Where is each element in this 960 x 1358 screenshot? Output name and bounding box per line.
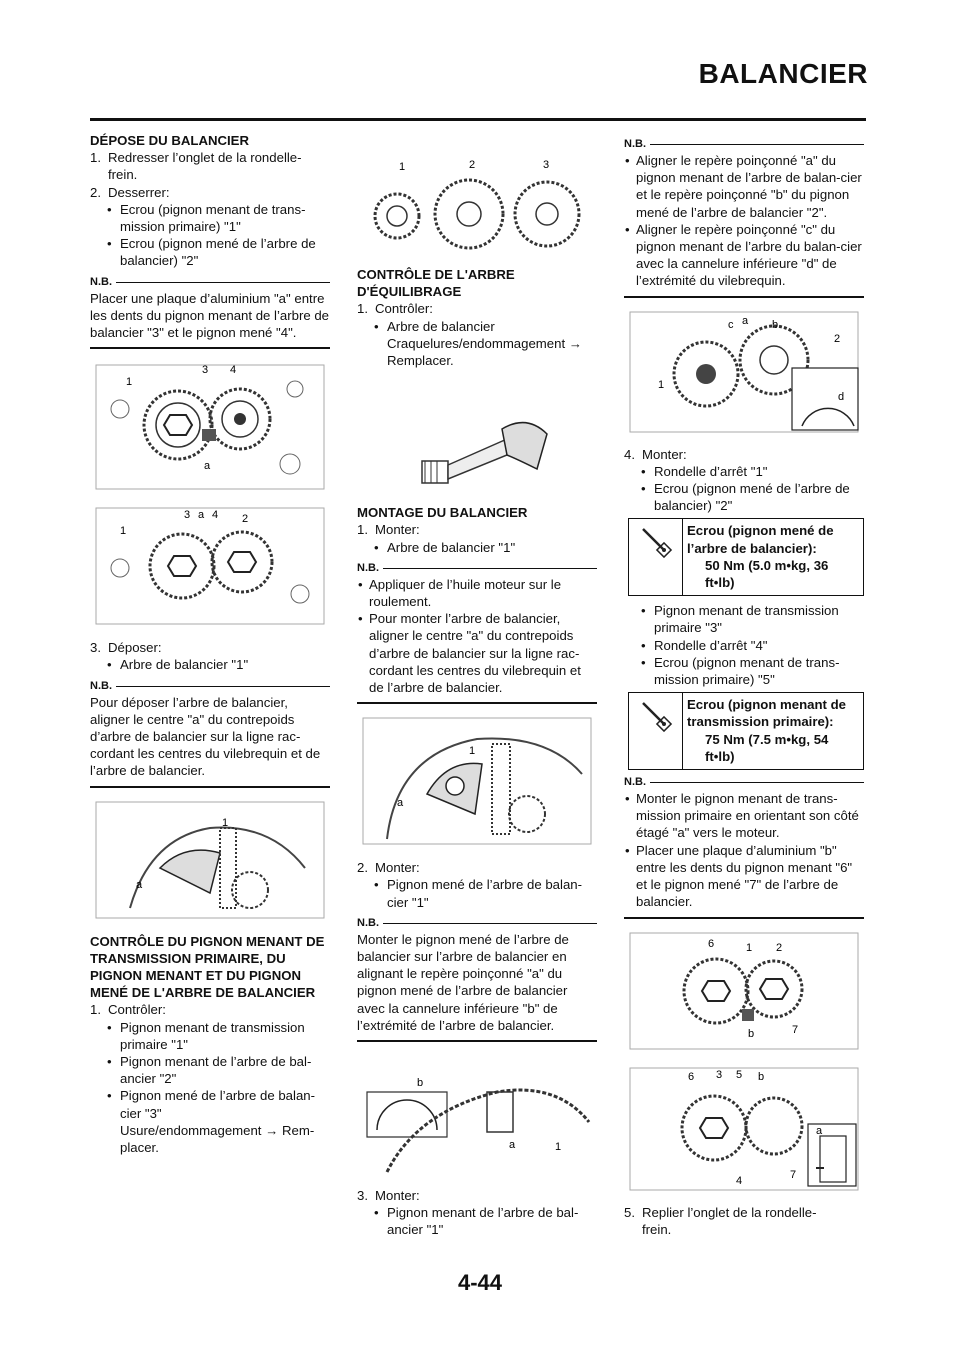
step-2: 2. Monter: bbox=[357, 860, 420, 876]
figure-label: a bbox=[742, 314, 749, 327]
figure-label: a bbox=[204, 460, 211, 473]
bullet-item: • Arbre de balancier "1" bbox=[90, 656, 330, 673]
figure-balancer-removal bbox=[90, 798, 330, 923]
figure-label: 6 bbox=[688, 1070, 695, 1083]
figure-label: a bbox=[136, 878, 143, 891]
figure-driven-gear-install bbox=[357, 1052, 597, 1177]
step-1: 1. Redresser l’onglet de la rondelle- frein. bbox=[90, 150, 302, 183]
figure-label: 4 bbox=[230, 364, 237, 377]
figure-label: 3 bbox=[543, 159, 550, 171]
bullet-item: • Pignon menant de transmission primaire "1" bbox=[90, 1019, 330, 1053]
column-3 bbox=[624, 138, 864, 1238]
header-rule bbox=[90, 118, 866, 121]
figure-label: b bbox=[772, 318, 779, 331]
figure-balancer-install bbox=[357, 714, 597, 849]
figure-label: 1 bbox=[120, 525, 127, 538]
note-box: N.B. • Appliquer de l’huile moteur sur le roulement. • Pour monter l’arbre de balancier, aligner le centre "a" du contrepoids d’arbre de balancier sur la ligne rac-cordant les centres du vilebrequin et de l’arbre de balancier. bbox=[357, 562, 597, 704]
figure-label: a bbox=[509, 1139, 516, 1152]
figure-label: 3 bbox=[716, 1068, 723, 1081]
step-5: 5. Replier l’onglet de la rondelle- frein. bbox=[624, 1204, 817, 1237]
note-bullet: • Monter le pignon menant de trans-mission primaire en orientant son côté étagé "a" vers le moteur. bbox=[624, 790, 864, 842]
figure-label: 4 bbox=[212, 509, 219, 522]
figure-gear-alignment bbox=[624, 308, 864, 436]
figure-label: d bbox=[838, 390, 845, 403]
bullet-item: • Ecrou (pignon menant de trans- mission primaire) "1" bbox=[90, 201, 330, 235]
bullet-item: • Rondelle d’arrêt "1" bbox=[624, 463, 864, 480]
figure-label: 4 bbox=[736, 1174, 743, 1187]
step-1: 1. Monter: bbox=[357, 522, 420, 538]
figure-label: 3 bbox=[184, 509, 191, 522]
figure-label: 1 bbox=[222, 816, 229, 829]
figure-label: 2 bbox=[834, 332, 841, 345]
note-text: Placer une plaque d’aluminium "a" entre les dents du pignon menant de l’arbre de balancier "3" et le pignon mené "4". bbox=[90, 290, 330, 341]
figure-label: a bbox=[397, 797, 404, 810]
figure-primary-gear-1 bbox=[624, 929, 864, 1054]
step-1: 1. Contrôler: bbox=[357, 301, 433, 317]
bullet-item: • Arbre de balancier "1" bbox=[357, 539, 597, 556]
torque-value: 75 Nm (7.5 m•kg, 54 ft•lb) bbox=[705, 731, 829, 764]
torque-value: 50 Nm (5.0 m•kg, 36 ft•lb) bbox=[705, 557, 829, 591]
bullet-item: • Pignon menant de l’arbre de bal- ancier "1" bbox=[357, 1204, 597, 1238]
figure-label: 1 bbox=[469, 745, 476, 758]
figure-label: 7 bbox=[792, 1023, 799, 1036]
figure-label: 1 bbox=[399, 161, 406, 173]
section-title-controle-pignon: CONTRÔLE DU PIGNON MENANT DE TRANSMISSION PRIMAIRE, DU PIGNON MENANT ET DU PIGNON MENÉ DE L'ARBRE DE BALANCIER bbox=[90, 933, 325, 1001]
bullet-item: • Pignon menant de l’arbre de bal- ancier "2" bbox=[90, 1053, 330, 1087]
figure-label: a bbox=[198, 509, 205, 522]
figure-label: 3 bbox=[202, 364, 209, 377]
note-bullet: • Appliquer de l’huile moteur sur le roulement. bbox=[357, 576, 597, 610]
figure-label: 2 bbox=[469, 159, 476, 171]
figure-primary-gear-2 bbox=[624, 1064, 864, 1194]
note-bullet: • Placer une plaque d’aluminium "b" entre les dents du pignon menant "6" et le pignon mené "7" de l’arbre de balancier. bbox=[624, 842, 864, 911]
torque-wrench-icon bbox=[629, 693, 683, 769]
step-3: 3. Déposer: bbox=[90, 640, 162, 656]
page-title: BALANCIER bbox=[698, 58, 868, 89]
step-1: 1. Contrôler: bbox=[90, 1002, 166, 1018]
note-box: N.B. Monter le pignon mené de l’arbre de balancier sur l’arbre de balancier en alignant le repère poinçonné "a" du pignon mené de l’arbre de balancier avec la cannelure inférieure "b" de l’extrémité de l’arbre de balancier. bbox=[357, 917, 597, 1042]
figure-balancer-shaft bbox=[357, 389, 597, 494]
figure-engine-gears-1 bbox=[90, 359, 330, 494]
figure-label: 6 bbox=[708, 937, 715, 950]
bullet-item: • Ecrou (pignon mené de l’arbre de balancier) "2" bbox=[624, 480, 864, 514]
note-box: N.B. Pour déposer l’arbre de balancier, aligner le centre "a" du contrepoids d’arbre de balancier sur la ligne rac-cordant les centres du vilebrequin et de l’arbre de balancier. bbox=[90, 680, 330, 788]
torque-spec-box bbox=[628, 518, 864, 596]
torque-title: Ecrou (pignon menant de transmission primaire): bbox=[687, 697, 846, 730]
note-bullet: • Aligner le repère poinçonné "a" du pignon menant de l’arbre de balan-cier et le repère poinçonné "b" du pignon mené de l’arbre de balancier "2". bbox=[624, 152, 864, 221]
note-text: Monter le pignon mené de l’arbre de balancier sur l’arbre de balancier en alignant le repère poinçonné "a" du pignon mené de l’arbre de balancier avec la cannelure inférieure "b" de l’extrémité de l’arbre de balancier. bbox=[357, 931, 569, 1033]
step-3: 3. Monter: bbox=[357, 1188, 420, 1204]
figure-label: b bbox=[417, 1077, 424, 1090]
bullet-item: • Ecrou (pignon menant de trans- mission primaire) "5" bbox=[624, 654, 864, 688]
figure-label: 1 bbox=[126, 376, 133, 389]
bullet-item: • Ecrou (pignon mené de l’arbre de balancier) "2" bbox=[90, 235, 330, 269]
figure-label: 5 bbox=[736, 1068, 743, 1081]
figure-three-gears bbox=[357, 156, 597, 256]
torque-title: Ecrou (pignon mené de l’arbre de balancier): bbox=[687, 523, 834, 556]
figure-label: 2 bbox=[776, 941, 783, 954]
figure-label: 1 bbox=[746, 941, 753, 954]
torque-wrench-icon bbox=[629, 519, 683, 595]
section-title-montage: MONTAGE DU BALANCIER bbox=[357, 505, 528, 521]
figure-engine-gears-2 bbox=[90, 504, 330, 629]
figure-label: b bbox=[758, 1070, 765, 1083]
note-box: N.B. • Monter le pignon menant de trans-mission primaire en orientant son côté étagé "a" vers le moteur. • Placer une plaque d’aluminium "b" entre les dents du pignon menant "6" et le pignon mené "7" de l’arbre de balancier. bbox=[624, 776, 864, 918]
bullet-item: • Pignon menant de transmission primaire "3" bbox=[624, 602, 864, 636]
figure-label: b bbox=[748, 1027, 755, 1040]
note-box: N.B. Placer une plaque d’aluminium "a" entre les dents du pignon menant de l’arbre de balancier "3" et le pignon mené "4". bbox=[90, 276, 330, 350]
figure-label: 1 bbox=[555, 1141, 562, 1154]
figure-label: 2 bbox=[242, 513, 249, 526]
note-bullet: • Pour monter l’arbre de balancier, aligner le centre "a" du contrepoids d’arbre de balancier sur la ligne rac-cordant les centres du vilebrequin et de l’arbre de balancier. bbox=[357, 610, 597, 696]
page-number: 4-44 bbox=[457, 1270, 503, 1295]
torque-spec-box bbox=[628, 692, 864, 770]
figure-label: a bbox=[816, 1124, 823, 1137]
figure-label: c bbox=[728, 318, 734, 331]
column-2: 1 2 3 CONTRÔLE DE L'ARBRE D'ÉQUILIBRAGE 1. Contrôler: • Arbre de balancier Craquelures/endommagement → Remplacer. MONTAGE DU BALANCIER 1. Monter: • Arbre de balancier "1" N.B. • Appliquer de l’huile moteur sur le roulement. • Pour monter l’arbre de balancier, aligner le centre "a" du contrepoids d’arbre de balancier sur la ligne rac-cordant les centres du vilebrequin et de l’arbre de balancier. 1 a 2. Monter: • Pignon mené de l’arbre de balan- cier "1" N.B. Monter le pignon mené de l’arbre de balancier sur l’arbre de balancier en alignant le repère poinçonné "a" du pignon mené de l’arbre de balancier avec la cannelure inférieure "b" de l’extrémité de l’arbre de balancier. b a 1 3. Monter: • Pignon menant de l’arbre de bal- ancier "1" bbox=[357, 128, 597, 1239]
bullet-item: • Rondelle d’arrêt "4" bbox=[624, 637, 864, 654]
bullet-item: • Arbre de balancier bbox=[357, 318, 597, 335]
note-box: N.B. • Aligner le repère poinçonné "a" du pignon menant de l’arbre de balan-cier et le repère poinçonné "b" du pignon mené de l’arbre de balancier "2". • Aligner le repère poinçonné "c" du pignon menant de l’arbre du balan-cier avec la cannelure inférieure "d" de l’extrémité du vilebrequin. bbox=[624, 138, 864, 298]
figure-label: 7 bbox=[790, 1168, 797, 1181]
column-1 bbox=[90, 128, 330, 1156]
bullet-item: • Pignon mené de l’arbre de balan- cier "3" Usure/endommagement → Rem- placer. bbox=[90, 1087, 330, 1156]
section-title-depose: DÉPOSE DU BALANCIER bbox=[90, 133, 249, 148]
page-header bbox=[0, 0, 960, 130]
step-2: 2. Desserrer: bbox=[90, 184, 170, 200]
bullet-item: • Pignon mené de l’arbre de balan- cier "1" bbox=[357, 876, 597, 910]
section-title-controle-arbre: CONTRÔLE DE L'ARBRE D'ÉQUILIBRAGE bbox=[357, 267, 515, 300]
figure-label: 1 bbox=[658, 378, 665, 391]
note-bullet: • Aligner le repère poinçonné "c" du pignon menant de l’arbre du balan-cier avec la cannelure inférieure "d" de l’extrémité du vilebrequin. bbox=[624, 221, 864, 290]
step-4: 4. Monter: bbox=[624, 446, 687, 462]
note-text: Pour déposer l’arbre de balancier, aligner le centre "a" du contrepoids d’arbre de balancier sur la ligne rac-cordant les centres du vilebrequin et de l’arbre de balancier. bbox=[90, 694, 321, 779]
